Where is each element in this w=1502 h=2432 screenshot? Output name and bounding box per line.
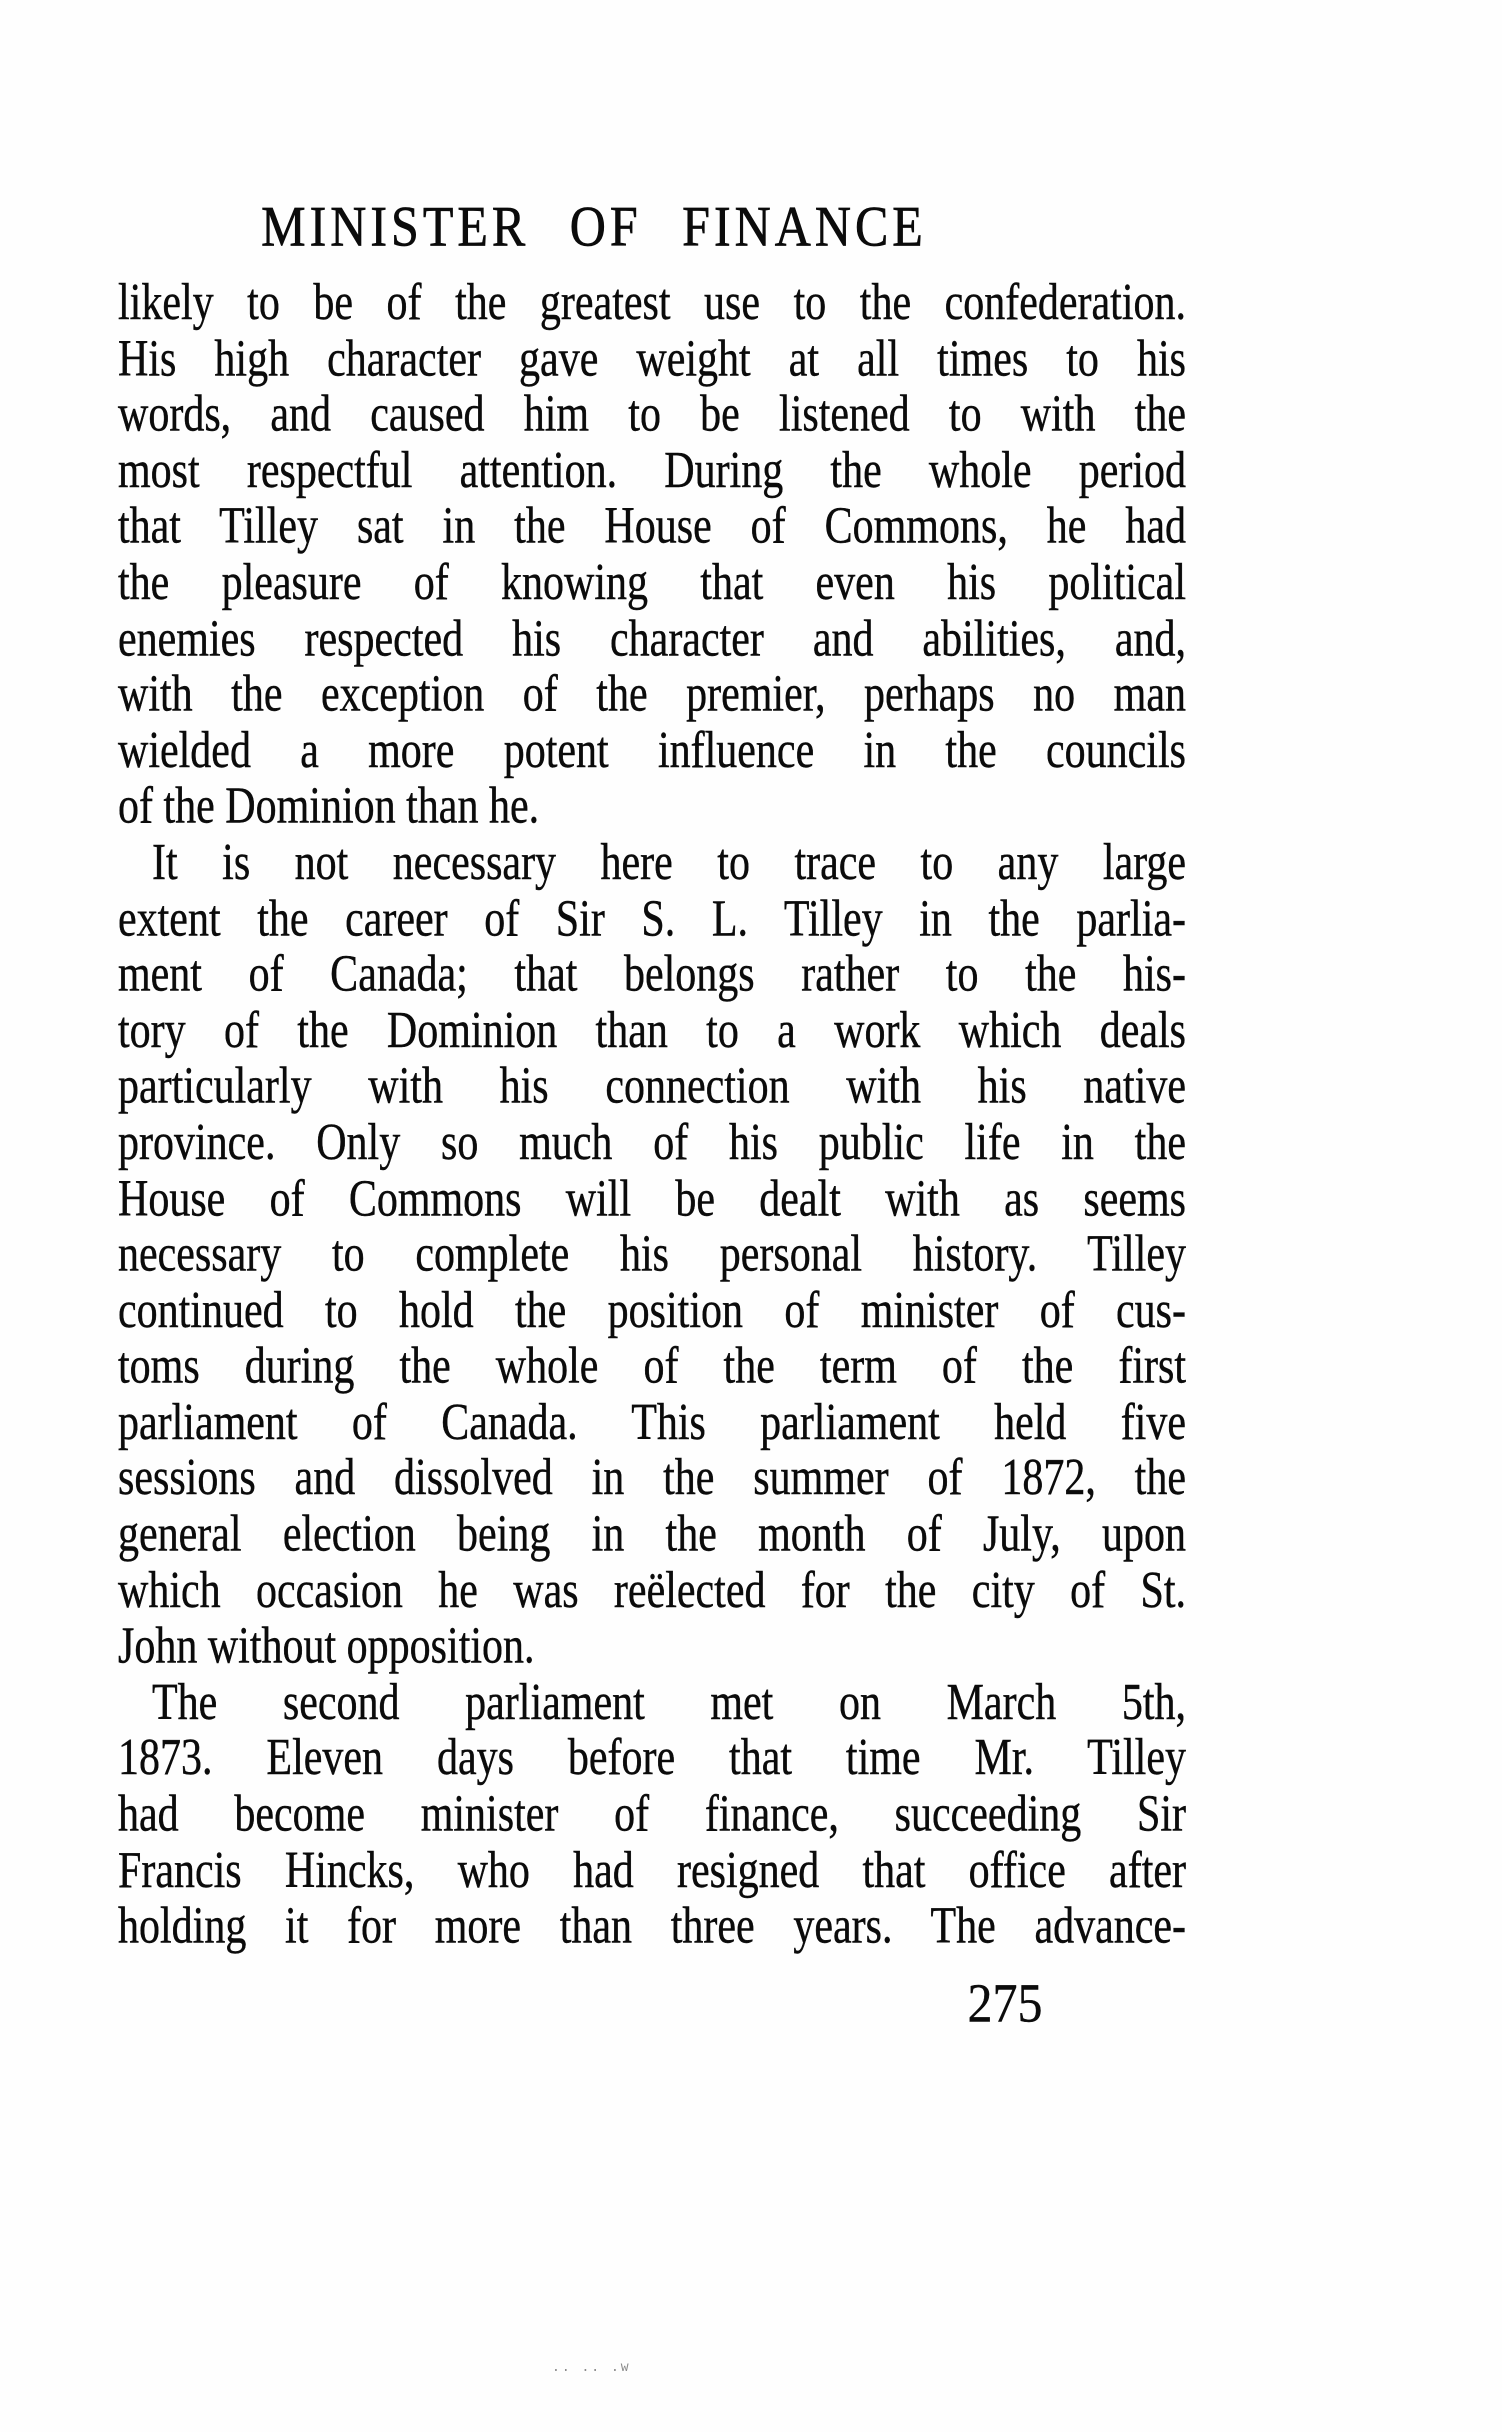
text-line: necessary to complete his personal history. Tilley (118, 1226, 1186, 1284)
text-line: It is not necessary here to trace to any large (152, 834, 1186, 892)
text-line: enemies respected his character and abilities, and, (118, 610, 1186, 668)
text-line: with the exception of the premier, perhaps no man (118, 666, 1186, 724)
text-line: sessions and dissolved in the summer of 1872, the (118, 1450, 1186, 1508)
text-line: of the Dominion than he. (118, 778, 540, 836)
text-line: The second parliament met on March 5th, (152, 1674, 1186, 1731)
text-line: John without opposition. (118, 1618, 535, 1675)
body-text (118, 276, 1186, 1956)
scan-artifact: .. .. .w (552, 2360, 631, 2375)
text-line: particularly with his connection with his native (118, 1058, 1186, 1116)
text-line: words, and caused him to be listened to with the (118, 386, 1186, 444)
text-line: the pleasure of knowing that even his political (118, 554, 1186, 612)
text-line: extent the career of Sir S. L. Tilley in the parlia- (118, 890, 1186, 948)
text-line: toms during the whole of the term of the first (118, 1338, 1186, 1396)
page-title: MINISTER OF FINANCE (261, 193, 927, 258)
text-line: House of Commons will be dealt with as seems (118, 1170, 1186, 1228)
text-line: continued to hold the position of minister of cus- (118, 1282, 1186, 1340)
text-line: general election being in the month of July, upon (118, 1506, 1186, 1564)
text-line: most respectful attention. During the whole period (118, 442, 1186, 500)
text-line: that Tilley sat in the House of Commons, he had (118, 498, 1186, 556)
text-line: 1873. Eleven days before that time Mr. Tilley (118, 1730, 1186, 1787)
text-line: had become minister of finance, succeeding Sir (118, 1786, 1186, 1843)
text-line: wielded a more potent influence in the councils (118, 722, 1186, 780)
text-line: tory of the Dominion than to a work which deals (118, 1002, 1186, 1060)
text-line: which occasion he was reëlected for the city of St. (118, 1562, 1186, 1620)
text-line: parliament of Canada. This parliament held five (118, 1394, 1186, 1452)
text-line: province. Only so much of his public life in the (118, 1114, 1186, 1172)
text-line: likely to be of the greatest use to the confederation. (118, 274, 1186, 332)
text-line: Francis Hincks, who had resigned that office after (118, 1842, 1186, 1899)
text-line: ment of Canada; that belongs rather to the his- (118, 946, 1186, 1004)
text-line: His high character gave weight at all times to his (118, 330, 1186, 388)
page-number: 275 (967, 1972, 1043, 2034)
text-line: holding it for more than three years. The advance- (118, 1898, 1186, 1955)
